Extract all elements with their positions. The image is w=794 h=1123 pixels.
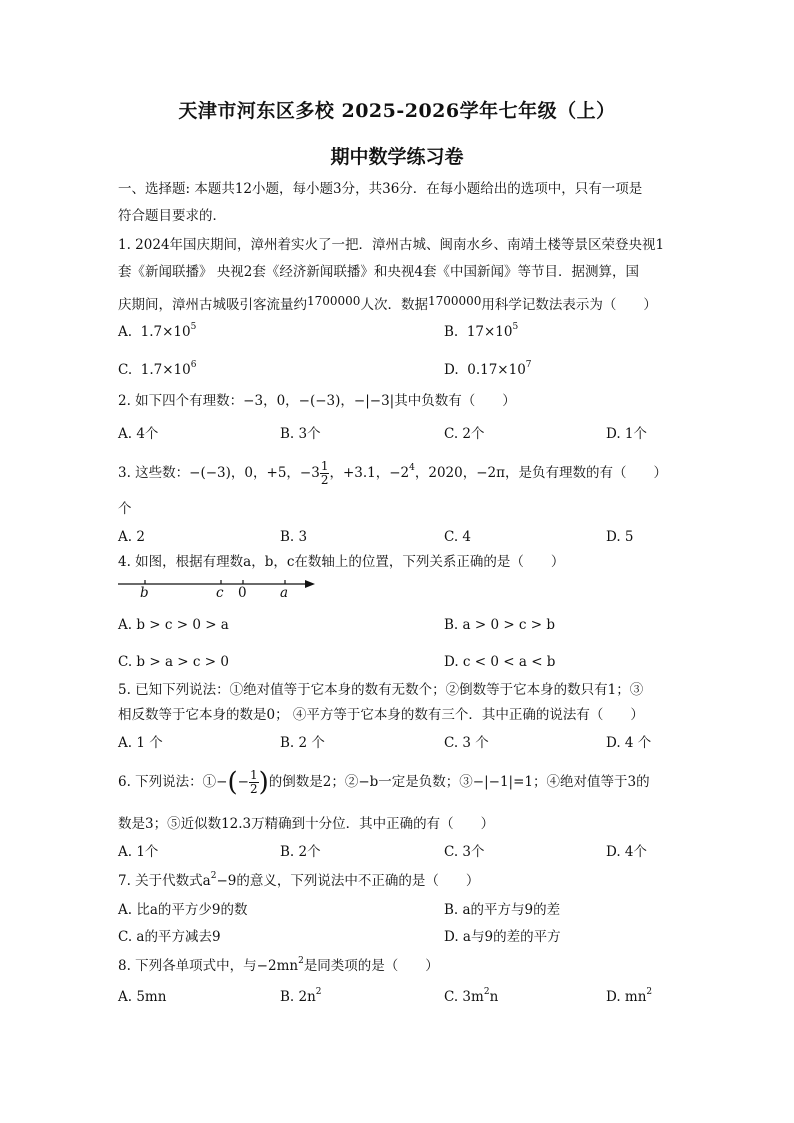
q3-stem-cont: 个	[118, 501, 132, 517]
q3-option-a[interactable]: A. 2	[118, 529, 145, 545]
q6-stem: 6. 下列说法：①−(− $\frac{1}{2}$ )的倒数是2；②−b一定是负数；③−|−1|=1；④绝对值等于3的	[118, 767, 650, 798]
q1-option-c[interactable]: C. $1.7\times 10^6$	[118, 360, 197, 378]
q1-option-a[interactable]: A. $1.7\times 10^5$	[118, 322, 197, 340]
q3-option-c[interactable]: C. 4	[444, 529, 472, 545]
q8-option-d[interactable]: D. $mn^2$	[606, 987, 653, 1005]
q1-line2: 套《新闻联播》 央视2套《经济新闻联播》和央视4套《中国新闻》等节目．据测算，国	[118, 264, 639, 280]
q1-line3: 庆期间，漳州古城吸引客流量约1700000人次．数据1700000用科学记数法表示为（ ）	[118, 294, 657, 313]
axis-label-a: a	[280, 585, 289, 601]
q2-option-c[interactable]: C. 2个	[444, 426, 485, 442]
q2-option-b[interactable]: B. 3个	[280, 426, 321, 442]
q1-option-b[interactable]: B. $17\times 10^5$	[444, 322, 519, 340]
q8-option-c[interactable]: C. $3m^2n$	[444, 987, 499, 1005]
page-title: 天津市河东区多校 2025-2026学年七年级（上）	[178, 100, 616, 122]
q7-option-d[interactable]: D. a与9的差的平方	[444, 929, 561, 945]
q2-option-d[interactable]: D. 1个	[606, 426, 648, 442]
q6-option-a[interactable]: A. 1个	[118, 844, 159, 860]
page-subtitle: 期中数学练习卷	[330, 146, 464, 168]
q5-option-b[interactable]: B. 2 个	[280, 735, 325, 751]
q1-line1: 1. 2024年国庆期间，漳州着实火了一把．漳州古城、闽南水乡、南靖土楼等景区荣登央视1	[118, 237, 665, 253]
q4-option-d[interactable]: D. c < 0 < a < b	[444, 654, 556, 670]
q6-option-b[interactable]: B. 2个	[280, 844, 321, 860]
q8-option-b[interactable]: B. $2n^2$	[280, 987, 322, 1005]
q5-option-a[interactable]: A. 1 个	[118, 735, 163, 751]
q8-option-a[interactable]: A. 5mn	[118, 989, 167, 1005]
q7-option-c[interactable]: C. a的平方减去9	[118, 929, 221, 945]
section-intro-line2: 符合题目要求的．	[118, 208, 226, 224]
q5-line2: 相反数等于它本身的数是0； ④平方等于它本身的数有三个．其中正确的说法有（ ）	[118, 707, 644, 723]
q2-stem: 2. 如下四个有理数：−3，0，−(−3)，−|−3|其中负数有（ ）	[118, 393, 516, 409]
q5-option-c[interactable]: C. 3 个	[444, 735, 489, 751]
q3-option-b[interactable]: B. 3	[280, 529, 308, 545]
q6-fraction: $\frac{1}{2}$	[249, 768, 258, 796]
q2-option-a[interactable]: A. 4个	[118, 426, 159, 442]
axis-label-b: b	[140, 585, 149, 601]
q7-stem: 7. 关于代数式$a^2-9$的意义，下列说法中不正确的是（ ）	[118, 871, 480, 889]
q4-stem: 4. 如图，根据有理数a，b，c在数轴上的位置，下列关系正确的是（ ）	[118, 554, 565, 570]
q8-stem: 8. 下列各单项式中，与$-2mn^2$是同类项的是（ ）	[118, 956, 439, 974]
q5-line1: 5. 已知下列说法：①绝对值等于它本身的数有无数个；②倒数等于它本身的数只有1；③	[118, 682, 644, 698]
number-line-figure	[115, 570, 325, 600]
axis-label-c: c	[216, 585, 224, 601]
q3-stem: 3. 这些数：−(−3)，0，+5，−3 $\frac{1}{2}$ ，+3.1，$-2^4$，2020，−2π，是负有理数的有（ ）	[118, 459, 668, 487]
q1-option-d[interactable]: D. $0.17\times 10^7$	[444, 360, 532, 378]
q6-option-d[interactable]: D. 4个	[606, 844, 648, 860]
q7-option-b[interactable]: B. a的平方与9的差	[444, 902, 561, 918]
q7-option-a[interactable]: A. 比a的平方少9的数	[118, 902, 248, 918]
q4-option-b[interactable]: B. a > 0 > c > b	[444, 617, 556, 633]
q3-option-d[interactable]: D. 5	[606, 529, 634, 545]
q4-option-c[interactable]: C. b > a > c > 0	[118, 654, 229, 670]
arrow-icon	[305, 580, 315, 588]
q5-option-d[interactable]: D. 4 个	[606, 735, 652, 751]
section-intro-line1: 一、选择题: 本题共12小题，每小题3分，共36分．在每小题给出的选项中，只有一项是	[118, 181, 643, 197]
q4-option-a[interactable]: A. b > c > 0 > a	[118, 617, 229, 633]
axis-label-zero: 0	[238, 585, 247, 601]
q6-option-c[interactable]: C. 3个	[444, 844, 485, 860]
q3-fraction: $\frac{1}{2}$	[320, 459, 329, 487]
q6-line2: 数是3；⑤近似数12.3万精确到十分位．其中正确的有（ ）	[118, 816, 495, 832]
